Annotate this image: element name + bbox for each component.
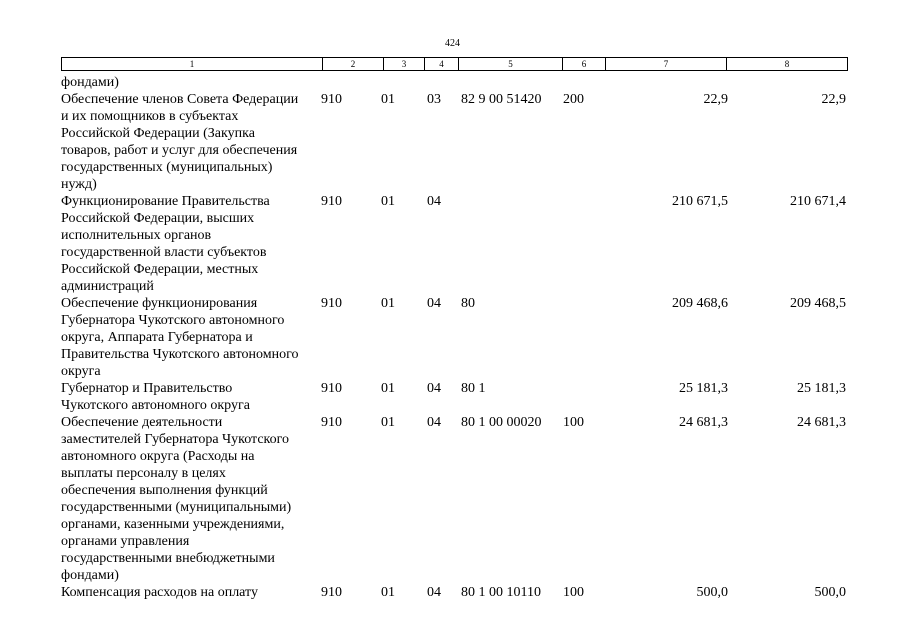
row-amount-1: 210 671,5 — [672, 194, 728, 209]
row-expense-type: 200 — [563, 92, 584, 107]
header-col-6: 6 — [563, 58, 606, 70]
row-code-ministry: 910 — [321, 415, 342, 430]
table-row — [61, 414, 851, 584]
row-amount-2: 24 681,3 — [797, 415, 846, 430]
table-row — [61, 74, 851, 91]
row-section: 01 — [381, 415, 395, 430]
row-target-article: 82 9 00 51420 — [461, 92, 542, 107]
row-amount-1: 24 681,3 — [679, 415, 728, 430]
row-section: 01 — [381, 194, 395, 209]
row-subsection: 04 — [427, 381, 441, 396]
row-name: Обеспечение функционирования Губернатора Чукотского автономного округа, Аппарата Губернатора и Правительства Чукотского автономного округа — [61, 296, 299, 379]
row-target-article: 80 1 — [461, 381, 486, 396]
header-col-7: 7 — [606, 58, 727, 70]
row-target-article — [461, 193, 563, 295]
row-section: 01 — [381, 92, 395, 107]
row-amount-2: 209 468,5 — [790, 296, 846, 311]
row-code-ministry: 910 — [321, 585, 342, 600]
row-section: 01 — [381, 585, 395, 600]
row-name: Губернатор и Правительство Чукотского автономного округа — [61, 381, 250, 413]
row-subsection: 03 — [427, 92, 441, 107]
row-name: Обеспечение деятельности заместителей Губернатора Чукотского автономного округа (Расходы на выплаты персоналу в целях обеспечения выполнения функций государственными (муниципальными) органами, казенными учреждениями, органами управления государственными внебюджетными фондами) — [61, 415, 292, 583]
header-col-2: 2 — [323, 58, 384, 70]
row-code-ministry: 910 — [321, 194, 342, 209]
row-code-ministry — [321, 74, 381, 91]
column-number-header — [61, 57, 848, 71]
row-name: Обеспечение членов Совета Федерации и их помощников в субъектах Российской Федерации (Закупка товаров, работ и услуг для обеспечения государственных (муниципальных) нужд) — [61, 92, 299, 192]
budget-table-body — [61, 74, 851, 601]
row-subsection: 04 — [427, 296, 441, 311]
row-expense-type: 100 — [563, 585, 584, 600]
row-target-article: 80 1 00 00020 — [461, 415, 542, 430]
row-amount-1 — [603, 74, 728, 91]
row-amount-1: 25 181,3 — [679, 381, 728, 396]
row-expense-type — [563, 74, 603, 91]
row-amount-2: 25 181,3 — [797, 381, 846, 396]
header-col-5: 5 — [459, 58, 563, 70]
row-subsection: 04 — [427, 415, 441, 430]
row-amount-2: 22,9 — [821, 92, 846, 107]
row-amount-1: 500,0 — [696, 585, 728, 600]
row-code-ministry: 910 — [321, 296, 342, 311]
row-target-article: 80 — [461, 296, 475, 311]
row-code-ministry: 910 — [321, 381, 342, 396]
page-number: 424 — [445, 38, 460, 49]
row-name: фондами) — [61, 75, 119, 90]
row-section — [381, 74, 427, 91]
header-col-4: 4 — [425, 58, 459, 70]
row-expense-type: 100 — [563, 415, 584, 430]
row-amount-1: 209 468,6 — [672, 296, 728, 311]
row-section: 01 — [381, 296, 395, 311]
row-subsection: 04 — [427, 194, 441, 209]
table-row — [61, 91, 851, 193]
table-row — [61, 584, 851, 601]
header-col-8: 8 — [784, 59, 790, 69]
header-col-3: 3 — [384, 58, 425, 70]
header-col-1: 1 — [62, 58, 323, 70]
row-code-ministry: 910 — [321, 92, 342, 107]
row-target-article — [461, 74, 563, 91]
row-amount-2 — [728, 74, 846, 91]
table-row — [61, 193, 851, 295]
row-expense-type — [563, 380, 603, 414]
row-section: 01 — [381, 381, 395, 396]
table-row — [61, 295, 851, 380]
row-expense-type — [563, 295, 603, 380]
row-target-article: 80 1 00 10110 — [461, 585, 541, 600]
row-amount-2: 500,0 — [814, 585, 846, 600]
row-amount-1: 22,9 — [703, 92, 728, 107]
row-expense-type — [563, 193, 603, 295]
row-name: Функционирование Правительства Российской Федерации, высших исполнительных органов государственной власти субъектов Российской Федерации, местных администраций — [61, 194, 270, 294]
row-amount-2: 210 671,4 — [790, 194, 846, 209]
row-name: Компенсация расходов на оплату — [61, 585, 258, 600]
table-row — [61, 380, 851, 414]
row-subsection: 04 — [427, 585, 441, 600]
row-subsection — [427, 74, 461, 91]
